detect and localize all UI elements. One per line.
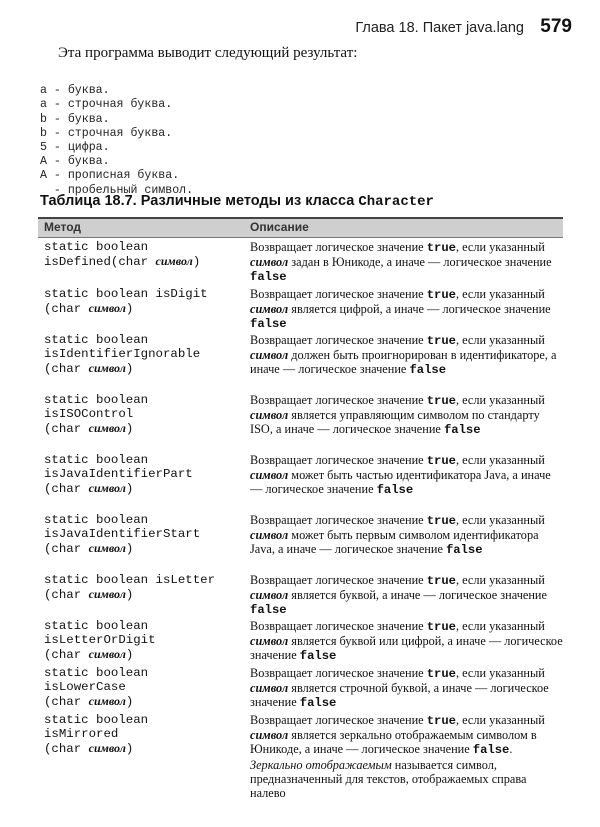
method-signature: static boolean isLetter (char символ) [44,573,216,603]
method-description: Возвращает логическое значение true, если указанный символ является буквой, а иначе — логическое значение false [250,573,547,618]
method-signature: static boolean isJavaIdentifierStart (char символ) [44,513,201,557]
output-line: a - строчная буква. [40,98,173,112]
method-signature: static boolean isJavaIdentifierPart (char символ) [44,453,193,497]
method-signature: static boolean isLetterOrDigit (char символ) [44,619,156,663]
output-line: A - прописная буква. [40,169,180,183]
method-description: Возвращает логическое значение true, если указанный символ является зеркально отображаемым символом в Юникоде, а иначе — логическое значение false. Зеркально отображаемым называется символ, предназначенный для текстов, отображаемых справа налево [250,713,545,801]
table-row [38,619,563,666]
output-line: b - буква. [40,112,110,126]
table-title-prefix: Таблица 18.7. Различные методы из класса [40,193,359,209]
program-output [40,70,193,212]
column-header-description: Описание [250,220,309,234]
table-row [38,573,563,619]
output-line: 5 - цифра. [40,141,110,155]
table-title [40,193,434,210]
output-line: A - буква. [40,155,110,169]
method-signature: static boolean isDigit (char символ) [44,287,208,317]
table-header [38,217,563,238]
method-signature: static boolean isDefined(char символ) [44,240,201,270]
column-header-method: Метод [44,220,82,234]
table-row [38,453,563,513]
table-row [38,240,563,287]
method-signature: static boolean isIdentifierIgnorable (char символ) [44,333,201,377]
table-row [38,513,563,573]
table-row [38,393,563,453]
methods-table [38,240,563,813]
table-title-class: Character [358,194,434,210]
method-description: Возвращает логическое значение true, если указанный символ может быть частью идентификатора Java, а иначе — логическое значение false [250,453,551,498]
method-description: Возвращает логическое значение true, если указанный символ является управляющим символом по стандарту ISO, а иначе — логическое значение false [250,393,545,438]
output-line: b - строчная буква. [40,126,173,140]
table-row [38,333,563,393]
method-signature: static boolean isMirrored (char символ) [44,713,149,757]
method-signature: static boolean isISOControl (char символ) [44,393,149,437]
page-header [0,10,600,42]
table-row [38,287,563,333]
method-description: Возвращает логическое значение true, если указанный символ является цифрой, а иначе — логическое значение false [250,287,551,332]
table-row [38,713,563,813]
chapter-title: Глава 18. Пакет java.lang [355,20,524,36]
method-description: Возвращает логическое значение true, если указанный символ является строчной буквой, а иначе — логическое значение false [250,666,549,711]
table-row [38,666,563,713]
page-number: 579 [540,16,572,37]
intro-text: Эта программа выводит следующий результат: [58,45,358,61]
method-description: Возвращает логическое значение true, если указанный символ может быть первым символом идентификатора Java, а иначе — логическое значение false [250,513,545,558]
output-line: - пробельный символ. [40,183,194,197]
output-line: a - буква. [40,84,110,98]
method-description: Возвращает логическое значение true, если указанный символ является буквой или цифрой, а иначе — логическое значение false [250,619,563,664]
method-description: Возвращает логическое значение true, если указанный символ должен быть проигнорирован в идентификаторе, а иначе — логическое значение false [250,333,557,378]
method-signature: static boolean isLowerCase (char символ) [44,666,149,710]
method-description: Возвращает логическое значение true, если указанный символ задан в Юникоде, а иначе — логическое значение false [250,240,552,285]
